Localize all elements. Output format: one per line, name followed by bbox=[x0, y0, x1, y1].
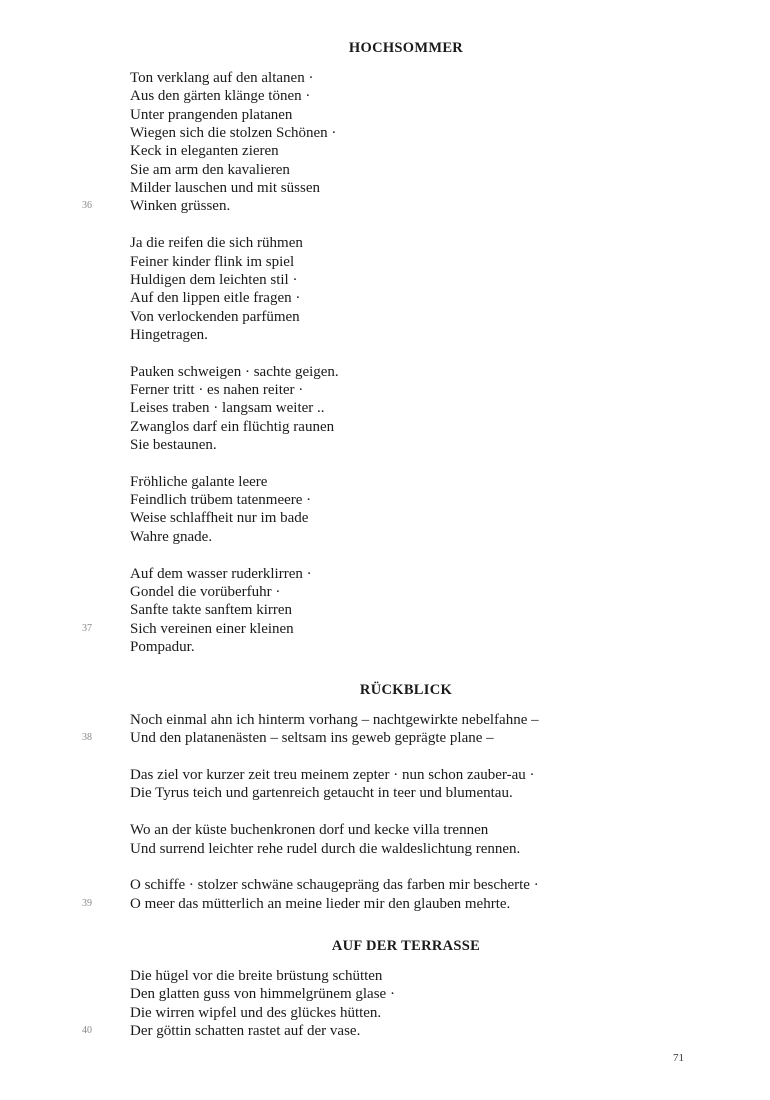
verse-line: O schiffe · stolzer schwäne schaugepräng das farben mir bescherte · bbox=[130, 877, 539, 894]
verse-line: Die hügel vor die breite brüstung schütten bbox=[130, 968, 383, 984]
verse-line: Und den platanenästen – seltsam ins geweb geprägte plane – bbox=[130, 730, 494, 747]
verse-line: Winken grüssen. bbox=[130, 198, 231, 215]
verse-line: Pompadur. bbox=[130, 638, 195, 655]
poem-title: HOCHSOMMER bbox=[348, 40, 464, 56]
verse-line: Sanfte takte sanftem kirren bbox=[130, 602, 293, 619]
verse-line: Sie am arm den kavalieren bbox=[130, 161, 290, 178]
verse-line: Milder lauschen und mit süssen bbox=[130, 180, 320, 197]
verse-line: Huldigen dem leichten stil · bbox=[130, 271, 298, 288]
verse-line: Zwanglos darf ein flüchtig raunen bbox=[130, 418, 335, 435]
verse-line: Ja die reifen die sich rühmen bbox=[130, 235, 303, 252]
verse-line: Aus den gärten klänge tönen · bbox=[130, 88, 311, 105]
verse-line: Ton verklang auf den altanen · bbox=[130, 70, 314, 86]
verse-line: Ferner tritt · es nahen reiter · bbox=[130, 382, 304, 398]
verse-line: O meer das mütterlich an meine lieder mir den glauben mehrte. bbox=[130, 895, 511, 912]
verse-line: Wahre gnade. bbox=[130, 528, 213, 545]
verse-line: Auf den lippen eitle fragen · bbox=[130, 290, 301, 307]
verse-line: Hingetragen. bbox=[130, 326, 208, 343]
poem-title: RÜCKBLICK bbox=[359, 682, 453, 698]
verse-line: Feiner kinder flink im spiel bbox=[130, 253, 295, 270]
page-number: 71 bbox=[673, 1052, 684, 1064]
verse-line: Die wirren wipfel und des glückes hütten. bbox=[130, 1004, 382, 1021]
verse-line: Sie bestaunen. bbox=[130, 437, 217, 453]
margin-line-number: 39 bbox=[82, 897, 92, 909]
verse-line: Wo an der küste buchenkronen dorf und kecke villa trennen bbox=[130, 822, 489, 839]
verse-line: Wiegen sich die stolzen Schönen · bbox=[130, 125, 337, 141]
verse-line: Unter prangenden platanen bbox=[130, 106, 293, 123]
verse-line: Gondel die vorüberfuhr · bbox=[130, 583, 281, 600]
verse-line: Sich vereinen einer kleinen bbox=[130, 620, 294, 637]
verse-line: Feindlich trübem tatenmeere · bbox=[130, 492, 312, 509]
verse-line: Das ziel vor kurzer zeit treu meinem zepter · nun schon zauber-au · bbox=[130, 767, 535, 784]
verse-line: Der göttin schatten rastet auf der vase. bbox=[130, 1023, 361, 1040]
verse-line: Auf dem wasser ruderklirren · bbox=[130, 565, 312, 582]
verse-line: Von verlockenden parfümen bbox=[130, 308, 300, 325]
verse-line: Die Tyrus teich und gartenreich getaucht in teer und blumentau. bbox=[130, 785, 513, 802]
verse-line: Weise schlaffheit nur im bade bbox=[130, 510, 309, 527]
verse-line: Pauken schweigen · sachte geigen. bbox=[130, 363, 339, 380]
margin-line-number: 37 bbox=[82, 622, 92, 634]
margin-line-number: 40 bbox=[82, 1025, 92, 1037]
verse-line: Leises traben · langsam weiter .. bbox=[130, 400, 325, 417]
verse-line: Noch einmal ahn ich hinterm vorhang – nachtgewirkte nebelfahne – bbox=[130, 712, 539, 728]
verse-line: Und surrend leichter rehe rudel durch die waldeslichtung rennen. bbox=[130, 840, 521, 857]
margin-line-number: 38 bbox=[82, 732, 92, 744]
verse-line: Den glatten guss von himmelgrünem glase · bbox=[130, 986, 395, 1003]
verse-line: Keck in eleganten zieren bbox=[130, 143, 279, 160]
margin-line-number: 36 bbox=[82, 200, 92, 212]
verse-line: Fröhliche galante leere bbox=[130, 473, 268, 490]
poem-title: AUF DER TERRASSE bbox=[331, 938, 481, 954]
